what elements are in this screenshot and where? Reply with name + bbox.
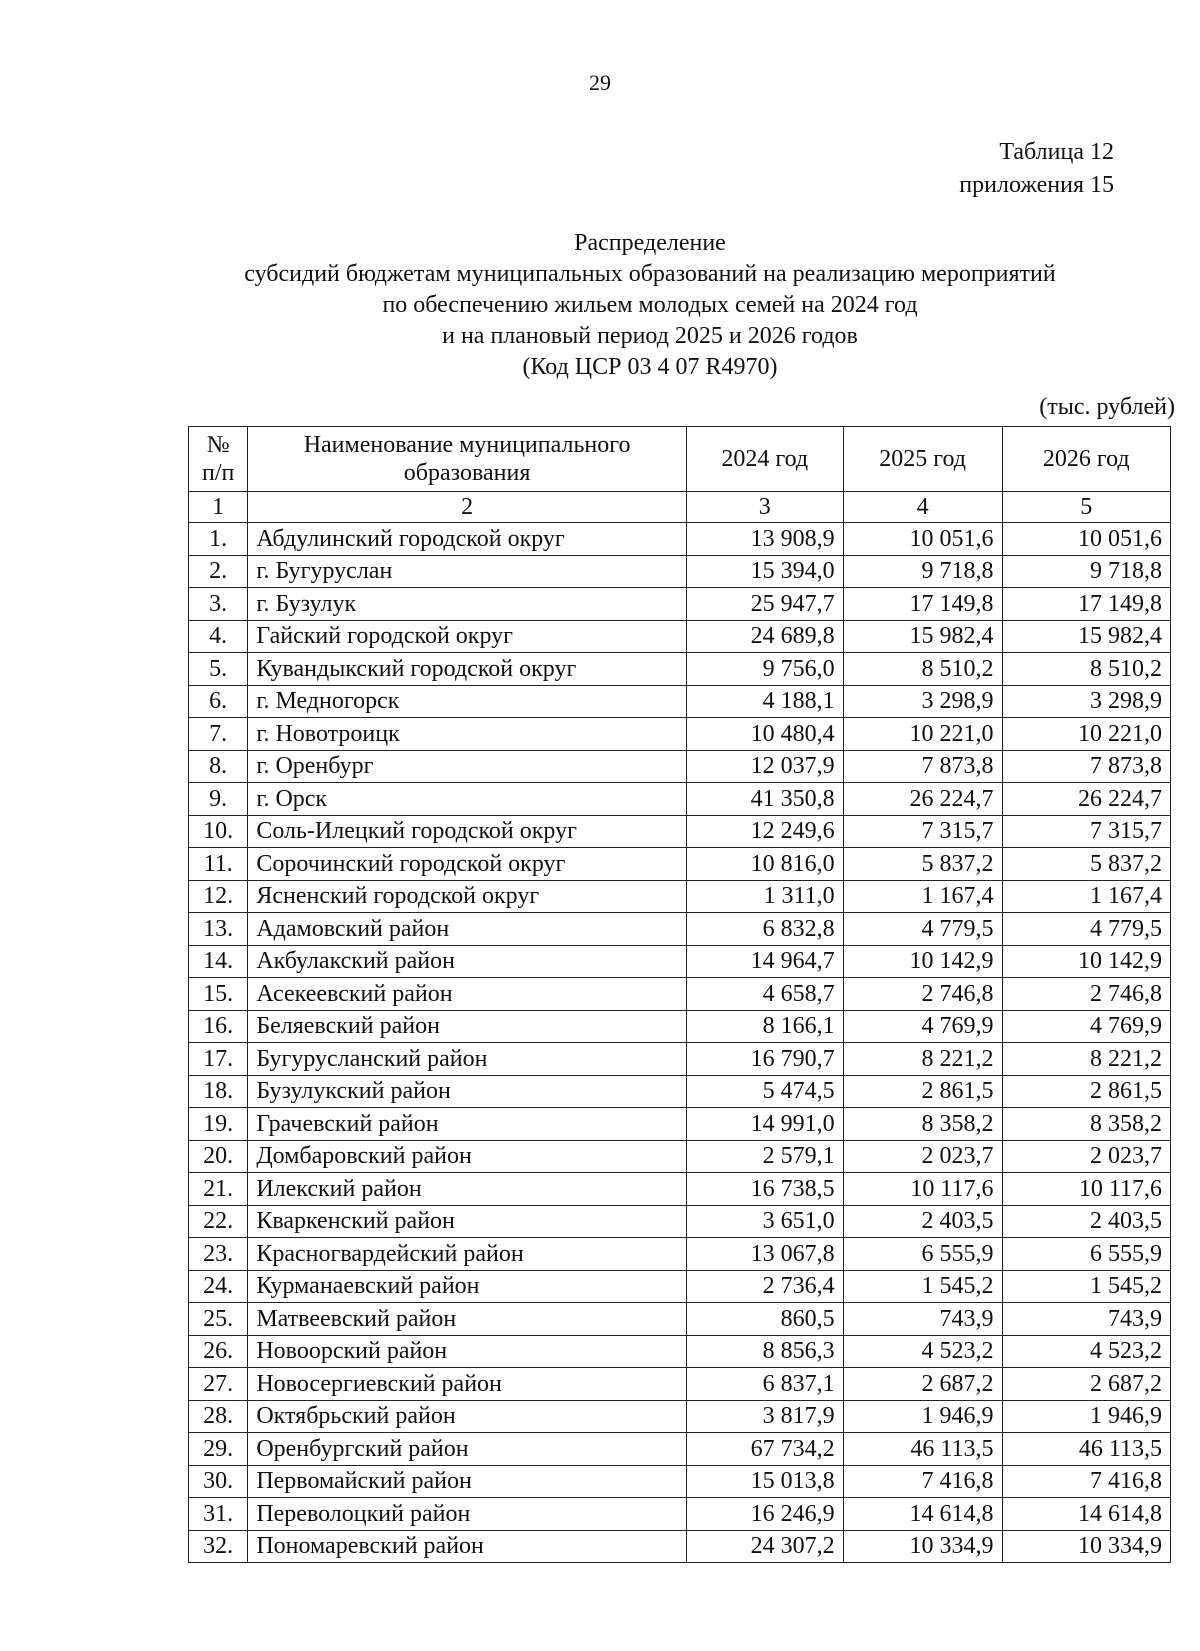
table-row [189,1335,1171,1368]
table-row [189,1400,1171,1433]
column-number: 3 [686,492,843,523]
amount-2024: 8 856,3 [686,1335,843,1368]
row-number: 27. [189,1368,248,1401]
amount-2026: 5 837,2 [1002,848,1170,881]
title-line-2: субсидий бюджетам муниципальных образований на реализацию мероприятий [244,261,1056,287]
row-number: 16. [189,1010,248,1043]
title-code-line: (Код ЦСР 03 4 07 R4970) [522,354,778,380]
amount-2025: 10 334,9 [843,1530,1002,1563]
amount-2025: 4 779,5 [843,913,1002,946]
row-number: 32. [189,1530,248,1563]
table-row [189,620,1171,653]
amount-2026: 1 167,4 [1002,880,1170,913]
row-number: 21. [189,1173,248,1206]
row-number: 3. [189,588,248,621]
header-municipality-line1: Наименование муниципального [303,432,631,458]
table-row [189,718,1171,751]
municipality-name: Курманаевский район [248,1270,687,1303]
amount-2024: 14 991,0 [686,1108,843,1141]
amount-2026: 2 861,5 [1002,1075,1170,1108]
amount-2024: 14 964,7 [686,945,843,978]
amount-2024: 41 350,8 [686,783,843,816]
amount-2026: 7 416,8 [1002,1465,1170,1498]
municipality-name: г. Новотроицк [248,718,687,751]
municipality-name: г. Оренбург [248,750,687,783]
municipality-name: Кваркенский район [248,1205,687,1238]
amount-2025: 2 746,8 [843,978,1002,1011]
amount-2026: 7 873,8 [1002,750,1170,783]
row-number: 8. [189,750,248,783]
amount-2024: 9 756,0 [686,653,843,686]
row-number: 6. [189,685,248,718]
amount-2025: 7 873,8 [843,750,1002,783]
header-number-symbol: № [206,432,230,458]
row-number: 10. [189,815,248,848]
document-title [150,228,1150,383]
amount-2026: 10 221,0 [1002,718,1170,751]
row-number: 26. [189,1335,248,1368]
table-row [189,1498,1171,1531]
header-year-2026: 2026 год [1002,427,1170,492]
row-number: 25. [189,1303,248,1336]
municipality-name: Акбулакский район [248,945,687,978]
municipality-name: Пономаревский район [248,1530,687,1563]
municipality-name: Новоорский район [248,1335,687,1368]
amount-2026: 10 334,9 [1002,1530,1170,1563]
table-row [189,523,1171,556]
amount-2025: 9 718,8 [843,555,1002,588]
amount-2025: 2 687,2 [843,1368,1002,1401]
table-row [189,1205,1171,1238]
header-number [189,427,248,492]
table-header-row [189,427,1171,492]
amount-2024: 16 790,7 [686,1043,843,1076]
municipality-name: Беляевский район [248,1010,687,1043]
municipality-name: Грачевский район [248,1108,687,1141]
amount-2025: 8 358,2 [843,1108,1002,1141]
row-number: 4. [189,620,248,653]
municipality-name: Абдулинский городской округ [248,523,687,556]
column-number: 5 [1002,492,1170,523]
table-row [189,880,1171,913]
amount-2024: 15 013,8 [686,1465,843,1498]
amount-2026: 1 946,9 [1002,1400,1170,1433]
amount-2026: 2 687,2 [1002,1368,1170,1401]
municipality-name: Ясненский городской округ [248,880,687,913]
amount-2026: 8 510,2 [1002,653,1170,686]
column-number-row [189,492,1171,523]
amount-2026: 2 403,5 [1002,1205,1170,1238]
row-number: 28. [189,1400,248,1433]
amount-2024: 6 832,8 [686,913,843,946]
column-number: 1 [189,492,248,523]
header-number-abbr: п/п [201,460,235,486]
row-number: 1. [189,523,248,556]
column-number: 4 [843,492,1002,523]
amount-2026: 3 298,9 [1002,685,1170,718]
amount-2024: 10 816,0 [686,848,843,881]
municipality-name: Переволоцкий район [248,1498,687,1531]
amount-2025: 2 861,5 [843,1075,1002,1108]
municipality-name: Соль-Илецкий городской округ [248,815,687,848]
amount-2026: 9 718,8 [1002,555,1170,588]
amount-2025: 10 142,9 [843,945,1002,978]
amount-2025: 10 051,6 [843,523,1002,556]
column-number: 2 [248,492,687,523]
amount-2026: 4 779,5 [1002,913,1170,946]
row-number: 29. [189,1433,248,1466]
amount-2025: 10 221,0 [843,718,1002,751]
row-number: 30. [189,1465,248,1498]
amount-2024: 3 817,9 [686,1400,843,1433]
amount-2026: 4 769,9 [1002,1010,1170,1043]
table-row [189,945,1171,978]
amount-2026: 2 746,8 [1002,978,1170,1011]
row-number: 2. [189,555,248,588]
municipality-name: Бузулукский район [248,1075,687,1108]
amount-2026: 15 982,4 [1002,620,1170,653]
table-row [189,913,1171,946]
header-municipality-line2: образования [403,460,531,486]
amount-2025: 4 523,2 [843,1335,1002,1368]
title-line-1: Распределение [574,230,726,256]
municipality-name: Матвеевский район [248,1303,687,1336]
municipality-name: г. Орск [248,783,687,816]
amount-2024: 13 067,8 [686,1238,843,1271]
table-row [189,1238,1171,1271]
amount-2025: 7 315,7 [843,815,1002,848]
amount-2024: 67 734,2 [686,1433,843,1466]
amount-2026: 6 555,9 [1002,1238,1170,1271]
title-line-4: и на плановый период 2025 и 2026 годов [442,323,858,349]
municipality-name: г. Бузулук [248,588,687,621]
title-line-3: по обеспечению жильем молодых семей на 2024 год [382,292,918,318]
table-row [189,1303,1171,1336]
table-row [189,783,1171,816]
row-number: 22. [189,1205,248,1238]
municipality-name: Красногвардейский район [248,1238,687,1271]
amount-2024: 8 166,1 [686,1010,843,1043]
row-number: 12. [189,880,248,913]
amount-2024: 24 689,8 [686,620,843,653]
table-row [189,815,1171,848]
row-number: 15. [189,978,248,1011]
amount-2025: 8 221,2 [843,1043,1002,1076]
table-row [189,1368,1171,1401]
row-number: 31. [189,1498,248,1531]
amount-2024: 2 736,4 [686,1270,843,1303]
table-body [189,523,1171,1563]
table-row [189,1108,1171,1141]
amount-2025: 2 023,7 [843,1140,1002,1173]
amount-2024: 6 837,1 [686,1368,843,1401]
amount-2025: 15 982,4 [843,620,1002,653]
units-label: (тыс. рублей) [1039,394,1175,420]
amount-2026: 8 221,2 [1002,1043,1170,1076]
table-row [189,1465,1171,1498]
table-row [189,978,1171,1011]
row-number: 23. [189,1238,248,1271]
page-number: 29 [589,70,611,95]
table-row [189,1043,1171,1076]
subsidy-table [188,426,1171,1563]
row-number: 14. [189,945,248,978]
header-year-2025: 2025 год [843,427,1002,492]
header-municipality [248,427,687,492]
amount-2025: 1 167,4 [843,880,1002,913]
amount-2025: 2 403,5 [843,1205,1002,1238]
row-number: 19. [189,1108,248,1141]
table-row [189,1010,1171,1043]
table-row [189,685,1171,718]
row-number: 20. [189,1140,248,1173]
amount-2025: 3 298,9 [843,685,1002,718]
municipality-name: Октябрьский район [248,1400,687,1433]
table-row [189,848,1171,881]
amount-2026: 4 523,2 [1002,1335,1170,1368]
municipality-name: Оренбургский район [248,1433,687,1466]
amount-2025: 46 113,5 [843,1433,1002,1466]
amount-2026: 8 358,2 [1002,1108,1170,1141]
amount-2026: 14 614,8 [1002,1498,1170,1531]
amount-2026: 2 023,7 [1002,1140,1170,1173]
amount-2025: 1 545,2 [843,1270,1002,1303]
amount-2024: 16 246,9 [686,1498,843,1531]
amount-2026: 10 142,9 [1002,945,1170,978]
appendix-table-label: Таблица 12 [999,139,1114,165]
amount-2026: 10 117,6 [1002,1173,1170,1206]
municipality-name: Бугурусланский район [248,1043,687,1076]
amount-2025: 6 555,9 [843,1238,1002,1271]
table-row [189,653,1171,686]
table-row [189,555,1171,588]
amount-2026: 10 051,6 [1002,523,1170,556]
amount-2026: 26 224,7 [1002,783,1170,816]
amount-2025: 8 510,2 [843,653,1002,686]
amount-2025: 743,9 [843,1303,1002,1336]
amount-2024: 16 738,5 [686,1173,843,1206]
row-number: 5. [189,653,248,686]
amount-2026: 1 545,2 [1002,1270,1170,1303]
amount-2024: 1 311,0 [686,880,843,913]
amount-2024: 4 188,1 [686,685,843,718]
municipality-name: Кувандыкский городской округ [248,653,687,686]
amount-2026: 743,9 [1002,1303,1170,1336]
municipality-name: г. Бугуруслан [248,555,687,588]
header-year-2024: 2024 год [686,427,843,492]
table-row [189,1530,1171,1563]
amount-2025: 26 224,7 [843,783,1002,816]
municipality-name: Гайский городской округ [248,620,687,653]
amount-2024: 5 474,5 [686,1075,843,1108]
amount-2025: 14 614,8 [843,1498,1002,1531]
amount-2026: 46 113,5 [1002,1433,1170,1466]
amount-2024: 4 658,7 [686,978,843,1011]
row-number: 11. [189,848,248,881]
table-row [189,1433,1171,1466]
amount-2025: 1 946,9 [843,1400,1002,1433]
municipality-name: Асекеевский район [248,978,687,1011]
amount-2025: 5 837,2 [843,848,1002,881]
amount-2024: 12 037,9 [686,750,843,783]
amount-2025: 10 117,6 [843,1173,1002,1206]
municipality-name: Первомайский район [248,1465,687,1498]
municipality-name: Сорочинский городской округ [248,848,687,881]
amount-2024: 860,5 [686,1303,843,1336]
amount-2025: 7 416,8 [843,1465,1002,1498]
amount-2025: 17 149,8 [843,588,1002,621]
row-number: 24. [189,1270,248,1303]
appendix-annex-label: приложения 15 [959,172,1114,198]
municipality-name: Домбаровский район [248,1140,687,1173]
amount-2026: 7 315,7 [1002,815,1170,848]
table-row [189,1173,1171,1206]
row-number: 7. [189,718,248,751]
amount-2024: 13 908,9 [686,523,843,556]
amount-2024: 2 579,1 [686,1140,843,1173]
amount-2024: 10 480,4 [686,718,843,751]
amount-2024: 3 651,0 [686,1205,843,1238]
municipality-name: Илекский район [248,1173,687,1206]
row-number: 18. [189,1075,248,1108]
table-row [189,1270,1171,1303]
amount-2024: 25 947,7 [686,588,843,621]
amount-2026: 17 149,8 [1002,588,1170,621]
amount-2025: 4 769,9 [843,1010,1002,1043]
row-number: 13. [189,913,248,946]
amount-2024: 12 249,6 [686,815,843,848]
municipality-name: Адамовский район [248,913,687,946]
table-row [189,1140,1171,1173]
appendix-reference [959,136,1114,202]
amount-2024: 15 394,0 [686,555,843,588]
row-number: 9. [189,783,248,816]
table-row [189,1075,1171,1108]
row-number: 17. [189,1043,248,1076]
municipality-name: Новосергиевский район [248,1368,687,1401]
table-row [189,588,1171,621]
municipality-name: г. Медногорск [248,685,687,718]
amount-2024: 24 307,2 [686,1530,843,1563]
table-row [189,750,1171,783]
